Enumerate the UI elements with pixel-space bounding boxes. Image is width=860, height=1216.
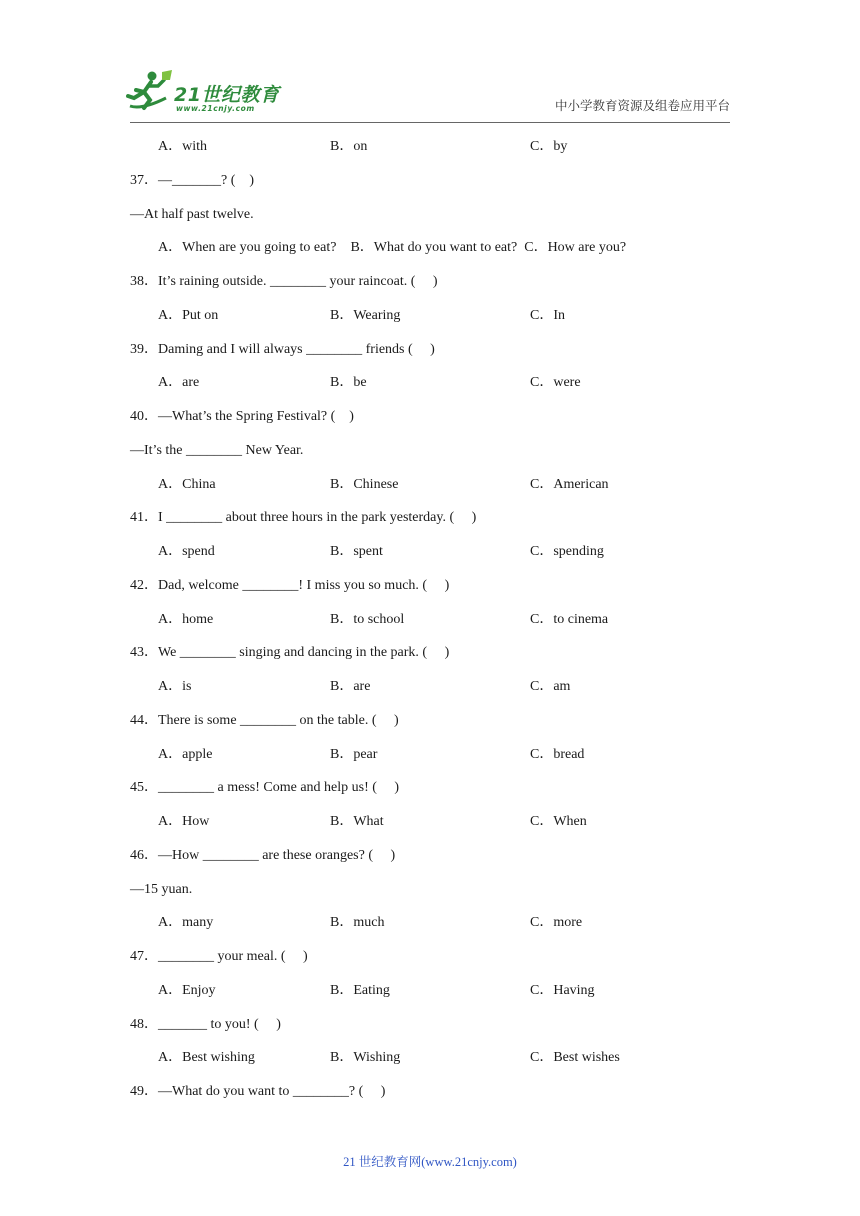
option-b: B．Chinese: [330, 476, 399, 492]
answer-line: [0, 437, 860, 471]
question-line: [0, 774, 860, 808]
logo-text: 21世纪教育: [174, 84, 280, 106]
option-b: B．to school: [330, 611, 405, 627]
options-row: [0, 369, 860, 403]
options-row: [0, 673, 860, 707]
header-divider: [130, 122, 730, 123]
option-c: C．Having: [530, 982, 595, 998]
option-b: B．spent: [330, 544, 383, 559]
question-line: [0, 1011, 860, 1045]
option-b: B．What: [330, 814, 384, 829]
question-text: 39．Daming and I will always ________ friends ( ): [130, 341, 435, 357]
options-row: [0, 234, 860, 268]
option-a: A．are: [158, 375, 200, 391]
question-text: 38．It’s raining outside. ________ your raincoat. ( ): [130, 274, 438, 289]
question-line: [0, 167, 860, 201]
question-line: [0, 268, 860, 302]
question-line: [0, 707, 860, 741]
options-row: [0, 977, 860, 1011]
logo-url: www.21cnjy.com: [176, 104, 255, 113]
question-text: —At half past twelve.: [130, 206, 254, 222]
options-row: [0, 909, 860, 943]
question-text: 43．We ________ singing and dancing in the park. ( ): [130, 645, 450, 661]
option-c: C．When: [530, 814, 587, 829]
answer-line: [0, 876, 860, 910]
question-text: 42．Dad, welcome ________! I miss you so much. ( ): [130, 577, 450, 593]
options-row: [0, 741, 860, 775]
option-c: C．more: [530, 915, 583, 931]
question-text: 37．—_______? ( ): [130, 172, 255, 188]
option-a: A．apple: [158, 746, 213, 762]
question-line: [0, 403, 860, 437]
question-line: [0, 639, 860, 673]
page-footer: 21 世纪教育网(www.21cnjy.com): [343, 1155, 517, 1169]
question-line: [0, 572, 860, 606]
option-b: B．Eating: [330, 982, 390, 998]
runner-logo-icon: [122, 68, 178, 114]
options-row: [0, 133, 860, 167]
question-line: [0, 1078, 860, 1112]
option-a: A．Enjoy: [158, 982, 216, 998]
option-a: A．home: [158, 611, 214, 627]
question-list: [0, 133, 860, 1112]
option-a: A．many: [158, 915, 214, 931]
question-text: 44．There is some ________ on the table. ( ): [130, 712, 399, 728]
question-text: 49．—What do you want to ________? ( ): [130, 1084, 386, 1099]
question-text: 48．_______ to you! ( ): [130, 1016, 281, 1032]
options-row: [0, 808, 860, 842]
header-tagline: 中小学教育资源及组卷应用平台: [554, 98, 730, 113]
options-row: [0, 471, 860, 505]
options-row: [0, 1044, 860, 1078]
options-row: [0, 538, 860, 572]
options-row: [0, 302, 860, 336]
question-line: [0, 336, 860, 370]
answer-line: [0, 201, 860, 235]
question-text: 41．I ________ about three hours in the park yesterday. ( ): [130, 510, 477, 526]
option-b: B．much: [330, 915, 385, 931]
option-b: B．Wearing: [330, 307, 401, 323]
page-header: [0, 0, 860, 125]
option-c: C．In: [530, 307, 565, 323]
question-text: 45．________ a mess! Come and help us! ( ): [130, 780, 400, 796]
option-c: C．bread: [530, 746, 585, 762]
options-row: [0, 606, 860, 640]
question-text: 46．—How ________ are these oranges? ( ): [130, 847, 396, 863]
option-a: A．How: [158, 814, 210, 829]
option-b: B．on: [330, 139, 368, 154]
question-line: [0, 504, 860, 538]
option-c: C．were: [530, 375, 581, 391]
option-a: A．is: [158, 679, 192, 694]
option-a: A．Put on: [158, 307, 219, 323]
option-b: B．pear: [330, 746, 378, 762]
option-a: A．with: [158, 139, 207, 154]
option-c: C．to cinema: [530, 611, 609, 627]
question-text: 47．________ your meal. ( ): [130, 949, 308, 964]
option-b: B．be: [330, 375, 367, 391]
option-c: C．spending: [530, 544, 604, 559]
option-c: C．Best wishes: [530, 1050, 620, 1066]
option-c: C．am: [530, 679, 571, 694]
option-b: B．Wishing: [330, 1050, 401, 1066]
question-line: [0, 943, 860, 977]
question-text: —15 yuan.: [130, 881, 193, 897]
question-line: [0, 842, 860, 876]
option-a: A．China: [158, 476, 216, 492]
options-inline: A．When are you going to eat? B．What do you want to eat? C．How are you?: [158, 240, 627, 256]
option-b: B．are: [330, 679, 371, 694]
logo: [122, 68, 292, 116]
option-c: C．by: [530, 139, 568, 154]
question-text: 40．—What’s the Spring Festival? ( ): [130, 409, 354, 424]
option-c: C．American: [530, 476, 609, 492]
option-a: A．Best wishing: [158, 1050, 255, 1066]
option-a: A．spend: [158, 544, 215, 559]
question-text: —It’s the ________ New Year.: [130, 442, 304, 458]
